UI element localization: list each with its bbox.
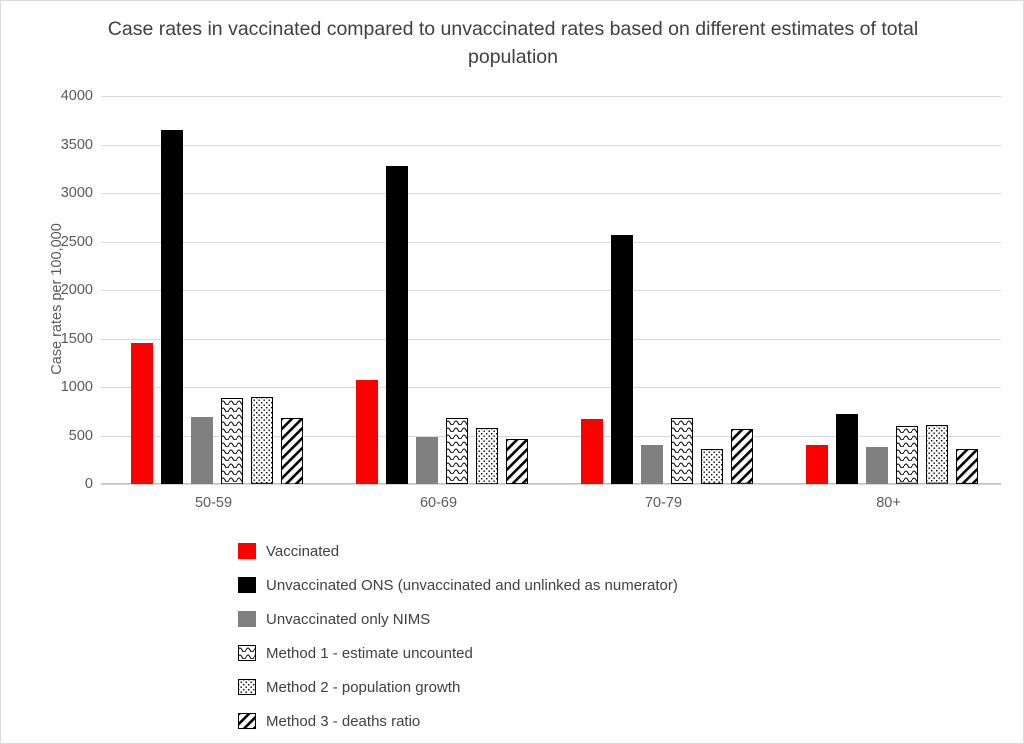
y-tick-label: 500 <box>68 427 93 444</box>
legend-item[interactable] <box>238 670 938 704</box>
y-tick-label: 4000 <box>60 88 93 104</box>
legend-label: Vaccinated <box>266 542 340 560</box>
bar <box>611 235 633 484</box>
legend-label: Method 2 - population growth <box>266 678 461 696</box>
bar <box>386 166 408 484</box>
gridline <box>101 387 1001 388</box>
legend-swatch-6 <box>238 713 256 729</box>
x-tick-label: 70-79 <box>644 495 683 511</box>
bar <box>671 418 693 484</box>
gridline <box>101 193 1001 194</box>
x-tick-label: 50-59 <box>194 495 233 511</box>
chart-legend <box>238 534 938 738</box>
legend-label: Unvaccinated ONS (unvaccinated and unlinked as numerator) <box>266 576 678 594</box>
bar <box>866 447 888 484</box>
legend-item[interactable] <box>238 636 938 670</box>
plot-area <box>101 96 1001 484</box>
bar <box>956 449 978 484</box>
x-tick-label: 80+ <box>876 495 901 511</box>
bar <box>416 437 438 484</box>
bar <box>926 425 948 484</box>
legend-swatch-2 <box>238 577 256 593</box>
bar <box>131 343 153 484</box>
bar <box>281 418 303 484</box>
gridline <box>101 96 1001 97</box>
legend-item[interactable] <box>238 534 938 568</box>
y-axis-ticks <box>33 88 93 492</box>
y-axis-title: Case rates per 100,000 <box>49 223 65 375</box>
legend-label: Unvaccinated only NIMS <box>266 610 431 628</box>
bar <box>836 414 858 484</box>
legend-label: Method 1 - estimate uncounted <box>266 644 473 662</box>
y-tick-label: 1000 <box>60 379 93 395</box>
bar <box>731 429 753 484</box>
legend-swatch-5 <box>238 679 256 695</box>
gridline <box>101 484 1001 485</box>
y-tick-label: 3000 <box>60 185 93 201</box>
x-tick-label: 60-69 <box>419 495 458 511</box>
gridline <box>101 145 1001 146</box>
bar <box>506 439 528 484</box>
bar <box>446 418 468 484</box>
y-tick-label: 2000 <box>60 282 93 298</box>
bar <box>896 426 918 484</box>
gridline <box>101 242 1001 243</box>
bar <box>476 428 498 484</box>
legend-item[interactable] <box>238 602 938 636</box>
chart-title: Case rates in vaccinated compared to unvaccinated rates based on different estimates of total population <box>107 18 919 68</box>
bar <box>641 445 663 484</box>
bar <box>356 380 378 484</box>
y-tick-label: 2500 <box>60 233 93 250</box>
gridline <box>101 339 1001 340</box>
bar <box>581 419 603 484</box>
bar <box>161 130 183 484</box>
legend-swatch-4 <box>238 645 256 661</box>
bar <box>221 398 243 484</box>
y-tick-label: 3500 <box>60 136 93 153</box>
y-tick-label: 1500 <box>60 330 93 347</box>
legend-item[interactable] <box>238 568 938 602</box>
legend-swatch-3 <box>238 611 256 627</box>
legend-swatch-1 <box>238 543 256 559</box>
bar <box>251 397 273 484</box>
bar <box>701 449 723 484</box>
gridline <box>101 290 1001 291</box>
legend-label: Method 3 - deaths ratio <box>266 712 421 730</box>
y-tick-label: 0 <box>84 476 93 492</box>
legend-item[interactable] <box>238 704 938 738</box>
bar <box>806 445 828 484</box>
bar <box>191 417 213 484</box>
